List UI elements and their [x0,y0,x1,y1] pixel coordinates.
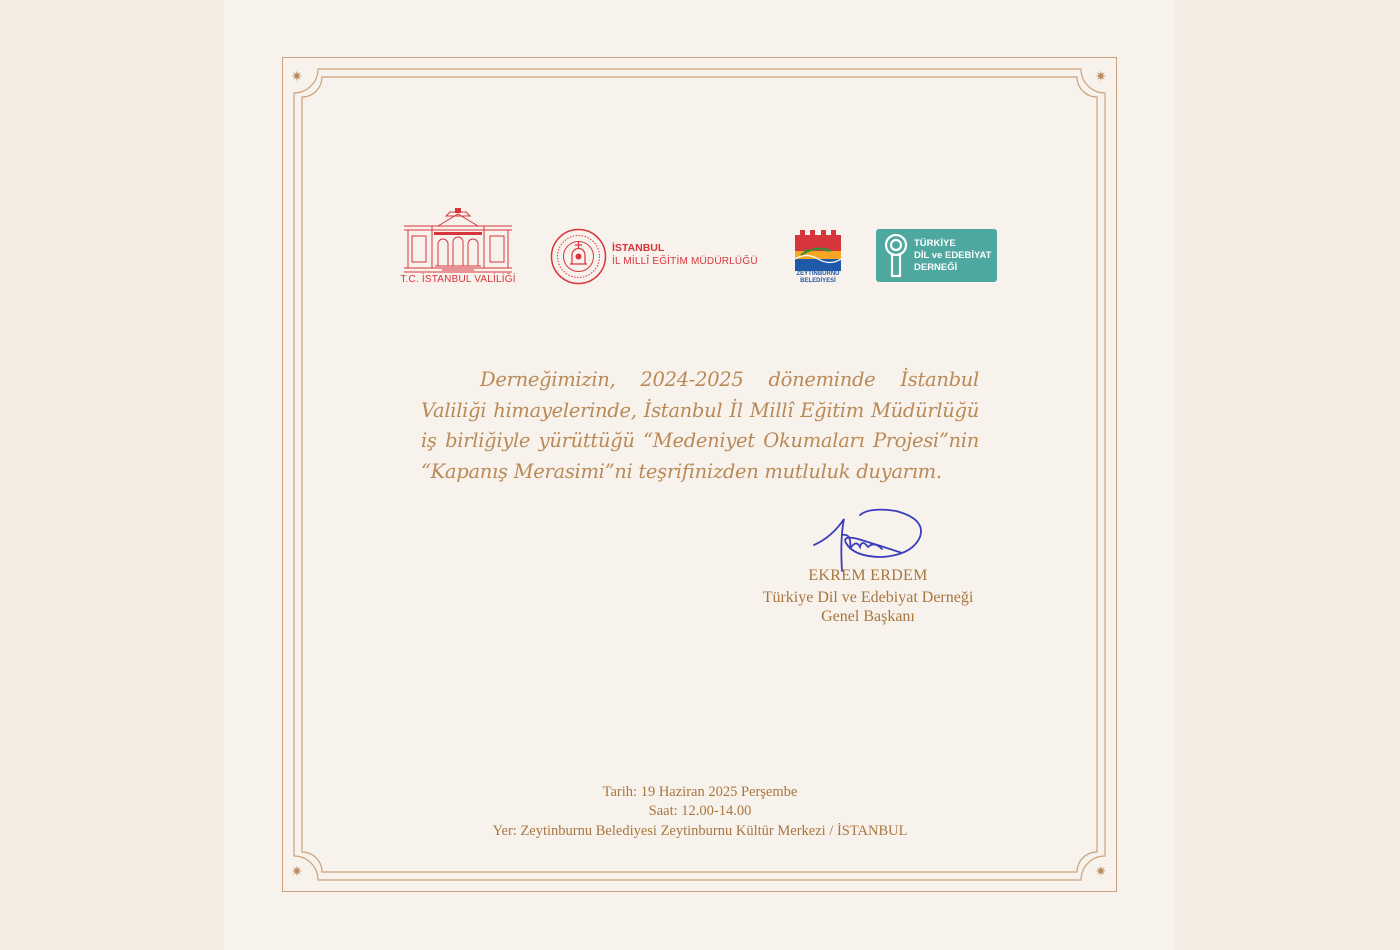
left-margin [0,0,224,950]
signatory-name: EKREM ERDEM [808,567,928,584]
signatory-organization: Türkiye Dil ve Edebiyat Derneği [762,589,974,606]
corner-star-icon: ✷ [1095,864,1107,880]
event-date: Tarih: 19 Haziran 2025 Perşembe [602,784,798,800]
tde-line2: DİL ve EDEBİYAT [914,250,992,261]
zeytinburnu-line1: ZEYTİNBURNU [796,271,840,277]
tde-line1: TÜRKİYE [914,238,956,249]
istanbul-governorship-building-icon [402,208,514,274]
corner-star-icon: ✷ [1095,69,1107,85]
event-place: Yer: Zeytinburnu Belediyesi Zeytinburnu Kültür Merkezi / İSTANBUL [492,823,908,839]
event-time: Saat: 12.00-14.00 [648,803,752,819]
meb-seal-icon [550,228,607,285]
invitation-text: Derneğimizin, 2024-2025 döneminde İstanbul Valiliği himayelerinde, İstanbul İl Millî Eğitim Müdürlüğü iş birliğiyle yürüttüğü “Medeniyet Okumaları Projesi”nin “Kapanış Merasimi”ni teşrifinizden mutluluk duyarım. [421,368,979,483]
zeytinburnu-line2: BELEDİYESİ [800,278,836,284]
meb-subtitle: İL MİLLÎ EĞİTİM MÜDÜRLÜĞÜ [612,256,758,267]
tde-logo [876,229,997,282]
corner-star-icon: ✷ [291,864,303,880]
meb-title: İSTANBUL [612,242,665,254]
valilik-caption: T.C. İSTANBUL VALİLİĞİ [400,274,516,285]
right-margin [1175,0,1400,950]
tde-line3: DERNEĞİ [914,262,958,273]
signatory-title: Genel Başkanı [821,608,915,625]
tde-keyhole-icon [883,233,909,278]
corner-star-icon: ✷ [291,69,303,85]
zeytinburnu-castle-icon [795,229,841,271]
